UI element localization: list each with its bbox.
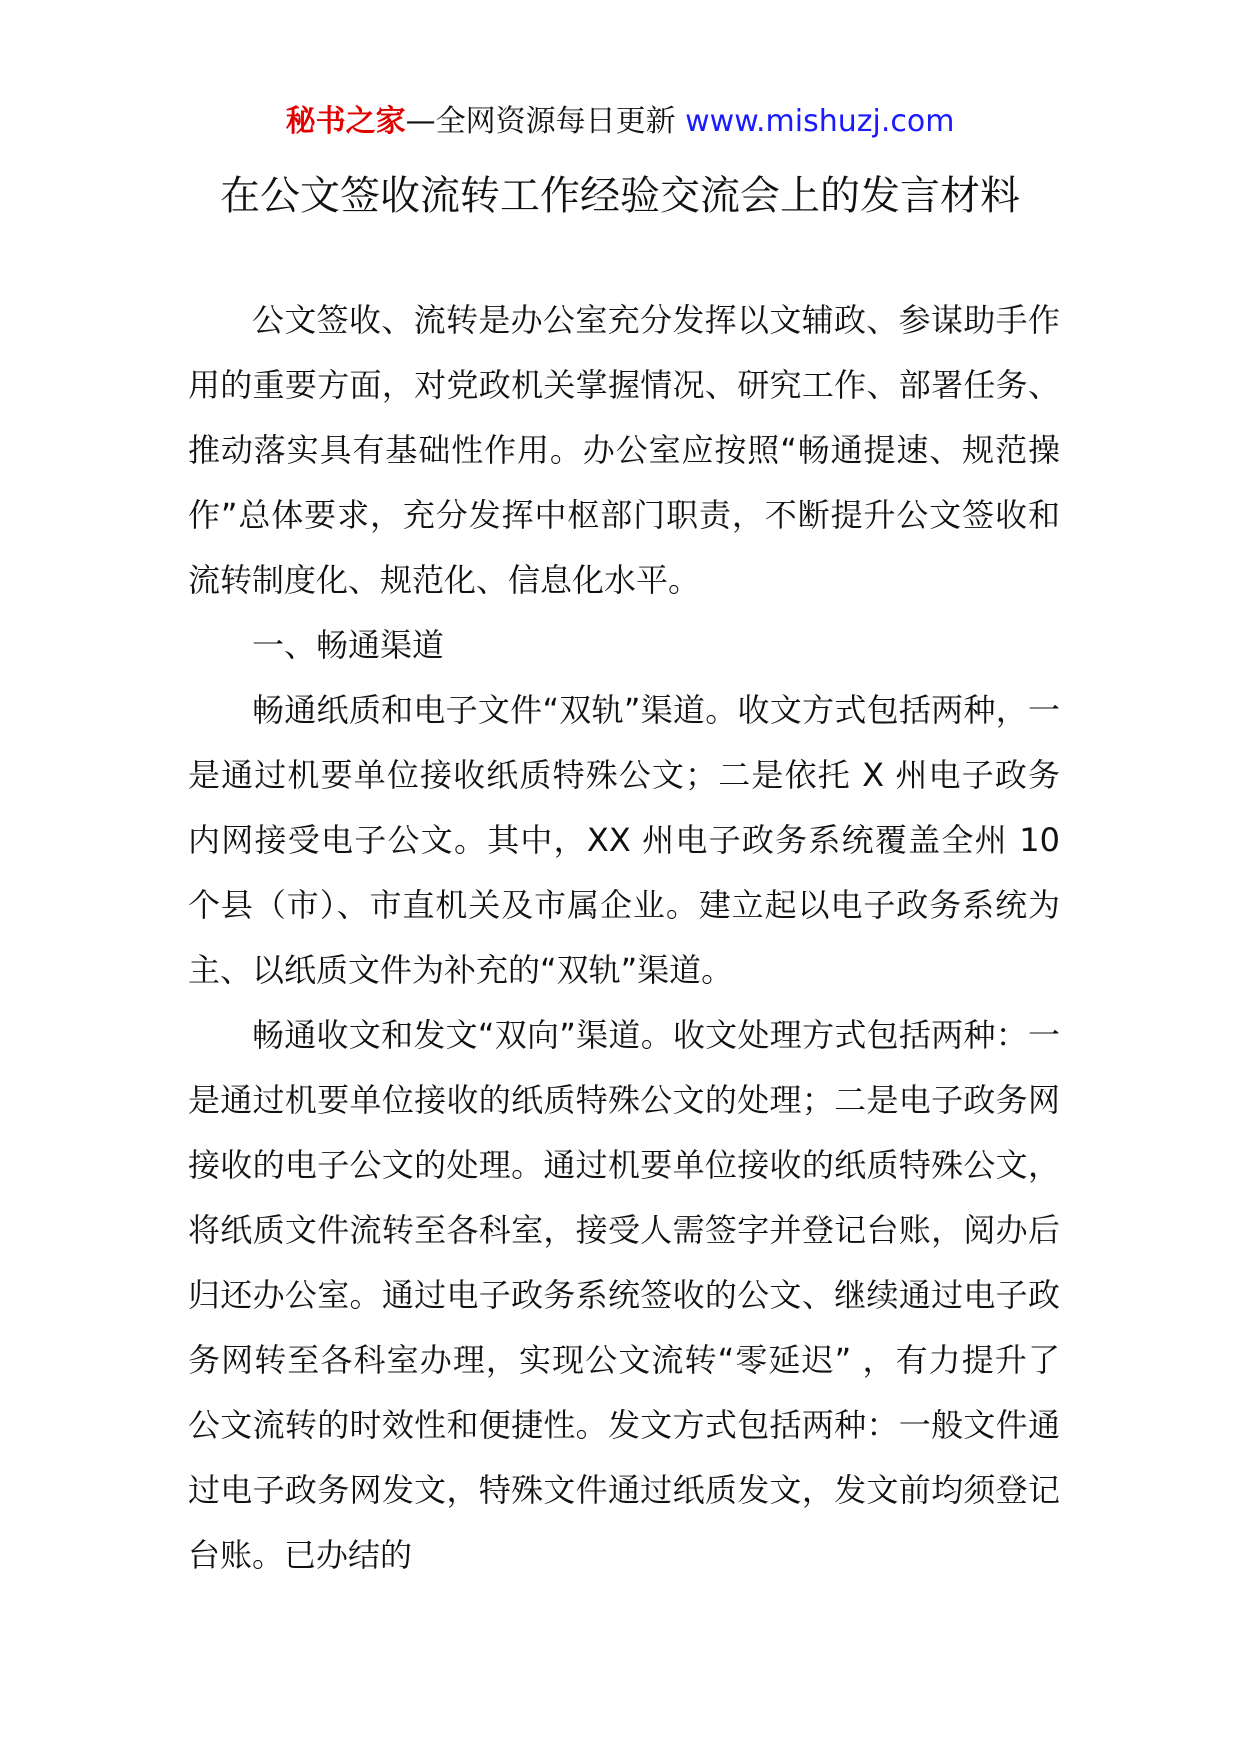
paragraph-intro: 公文签收、流转是办公室充分发挥以文辅政、参谋助手作用的重要方面，对党政机关掌握情况、研究工作、部署任务、推动落实具有基础性作用。办公室应按照“畅通提速、规范操作”总体要求，充分发挥中枢部门职责，不断提升公文签收和流转制度化、规范化、信息化水平。 [188, 301, 1060, 599]
paragraph-dual-track: 畅通纸质和电子文件“双轨”渠道。收文方式包括两种，一是通过机要单位接收纸质特殊公文；二是依托 X 州电子政务内网接受电子公文。其中，XX 州电子政务系统覆盖全州 10 个县（市）、市直机关及市属企业。建立起以电子政务系统为主、以纸质文件为补充的“双轨”渠道。 [188, 691, 1060, 989]
site-brand: 秘书之家 [285, 104, 406, 139]
document-title: 在公文签收流转工作经验交流会上的发言材料 [220, 173, 1020, 219]
paragraph-two-way: 畅通收文和发文“双向”渠道。收文处理方式包括两种：一是通过机要单位接收的纸质特殊公文的处理；二是电子政务网接收的电子公文的处理。通过机要单位接收的纸质特殊公文，将纸质文件流转至各科室，接受人需签字并登记台账，阅办后归还办公室。通过电子政务系统签收的公文、继续通过电子政务网转至各科室办理，实现公文流转“零延迟” ，有力提升了公文流转的时效性和便捷性。发文方式包括两种：一般文件通过电子政务网发文，特殊文件通过纸质发文，发文前均须登记台账。已办结的 [188, 1016, 1060, 1574]
site-tagline: —全网资源每日更新 [405, 104, 676, 139]
section-heading: 一、畅通渠道 [252, 626, 445, 664]
site-header [0, 100, 1240, 144]
site-url-link[interactable]: www.mishuzj.com [685, 104, 955, 139]
document-body [188, 288, 1060, 1588]
